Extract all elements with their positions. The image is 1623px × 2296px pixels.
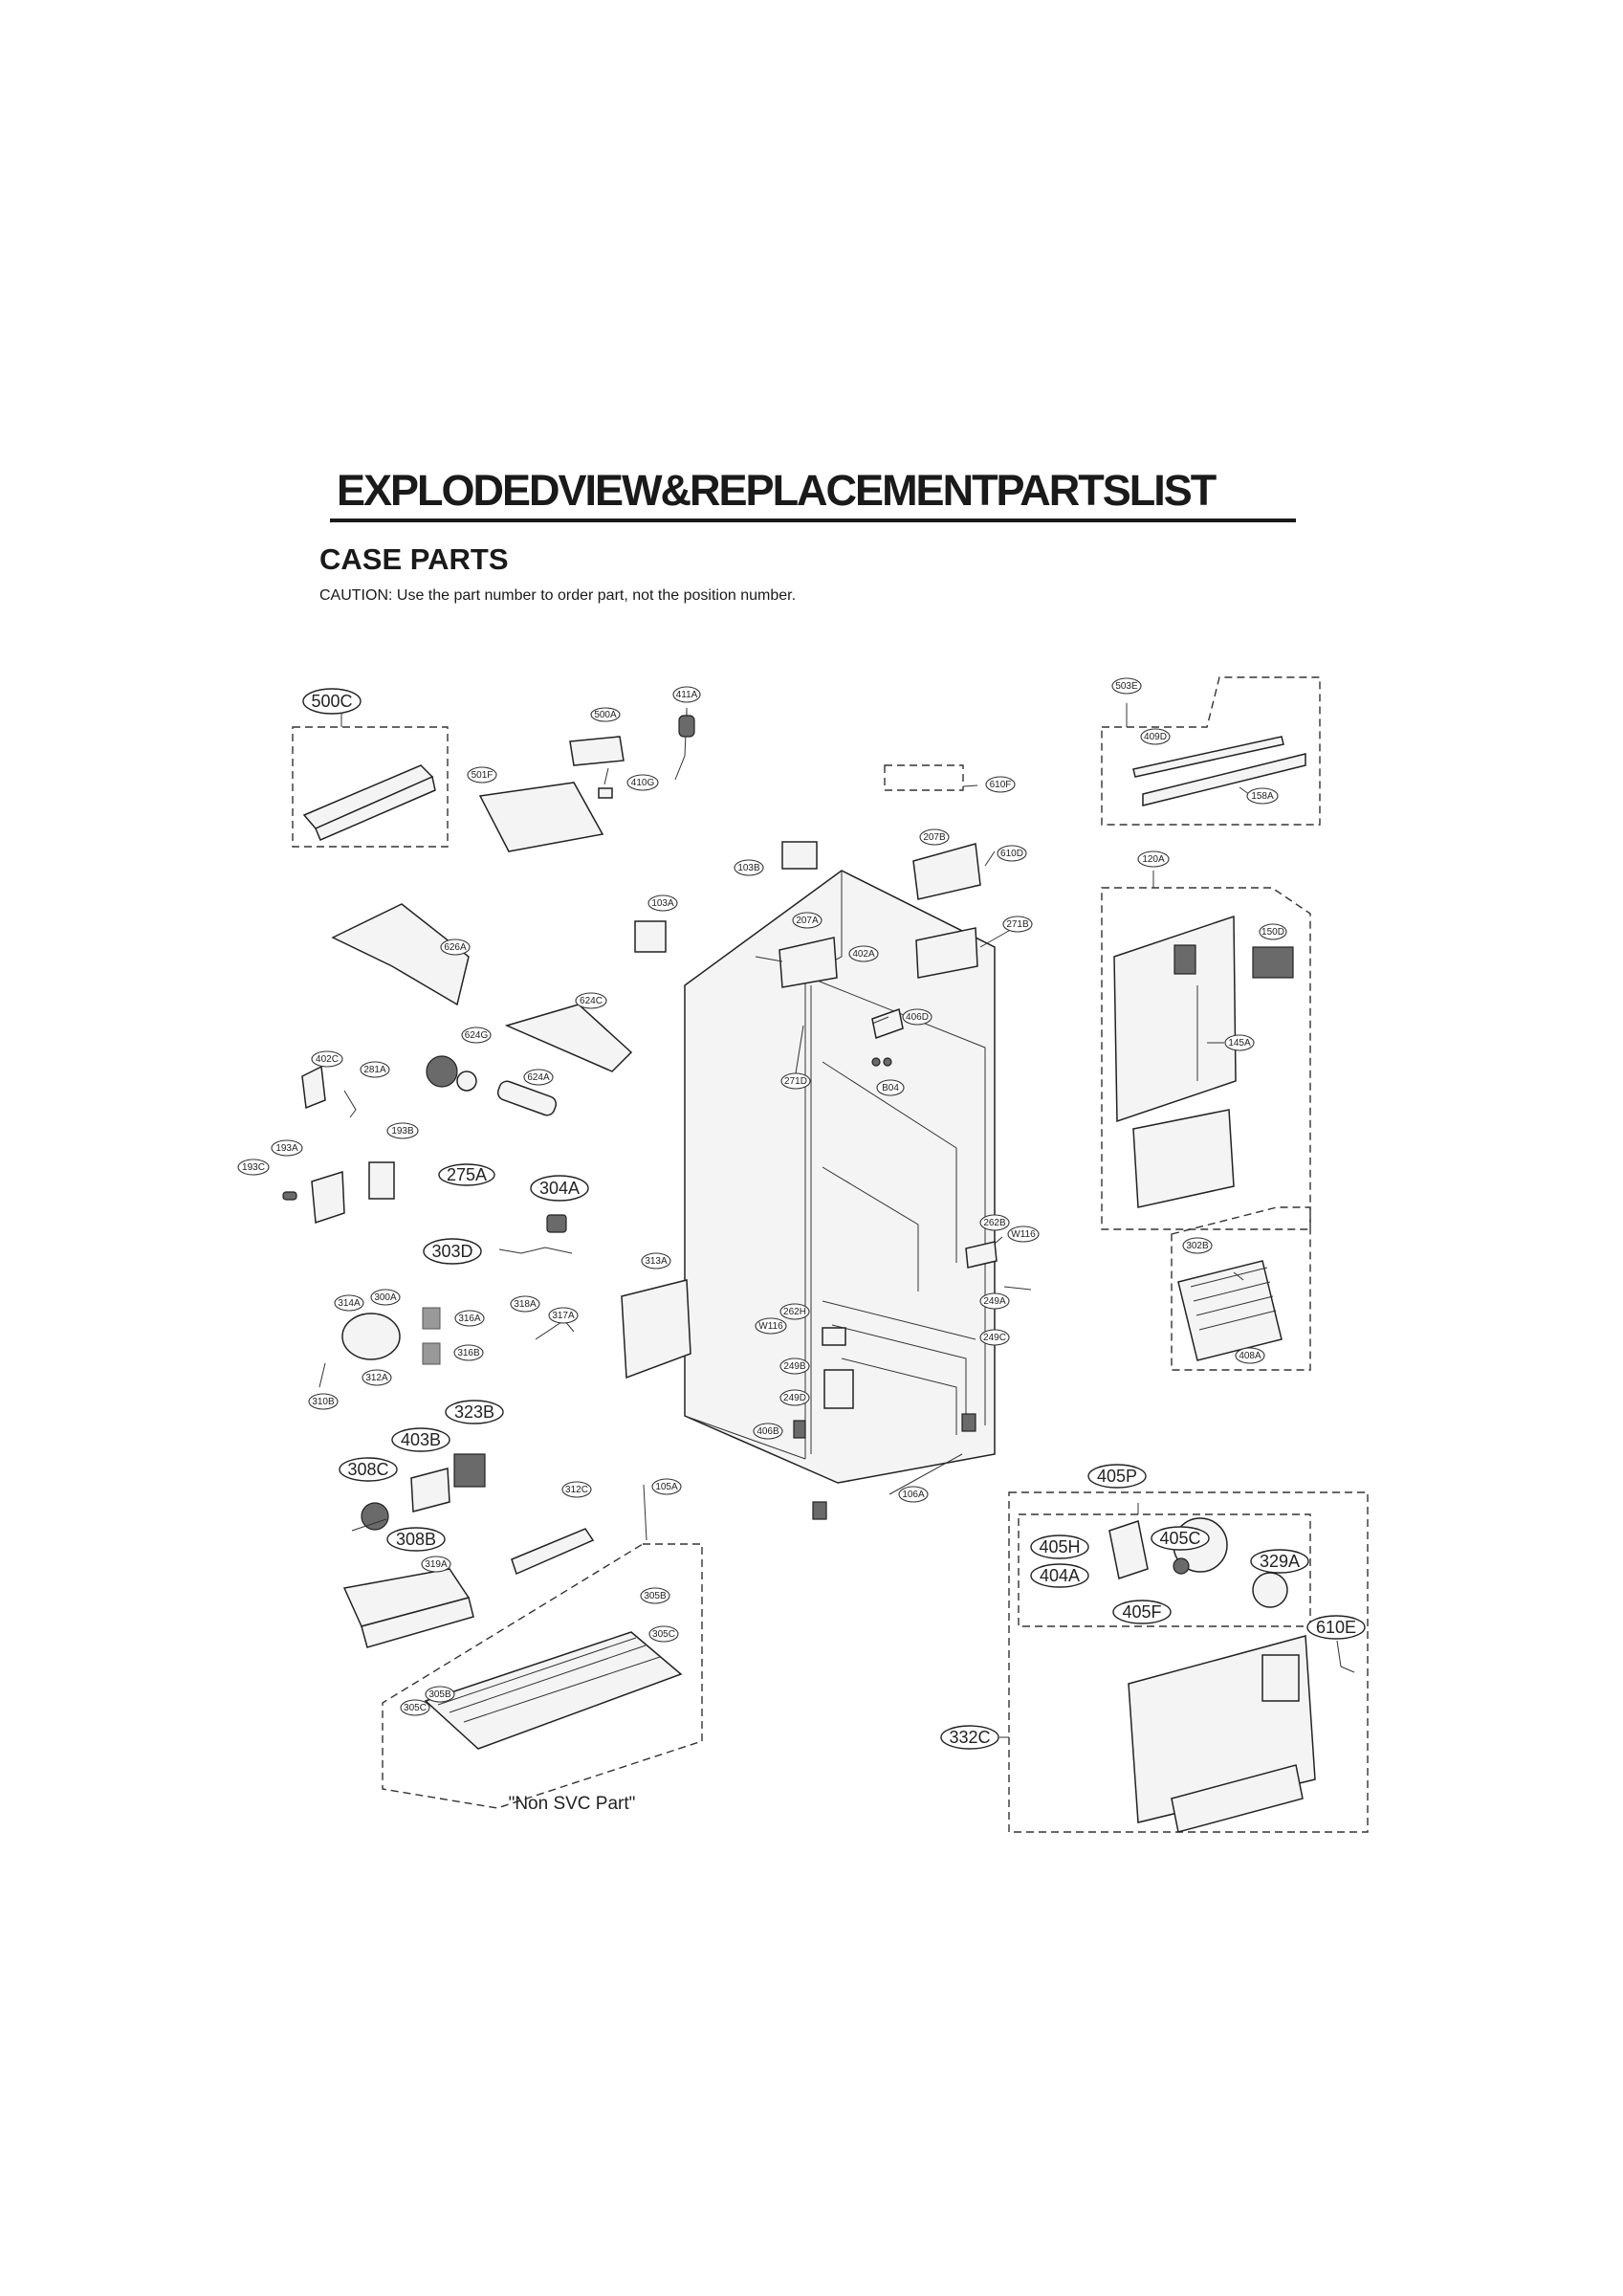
svg-text:610D: 610D bbox=[1000, 849, 1023, 859]
label-610f bbox=[986, 777, 1015, 792]
label-313a bbox=[642, 1253, 670, 1269]
part-409d-strip bbox=[1133, 737, 1305, 806]
svg-text:313A: 313A bbox=[645, 1256, 668, 1267]
svg-text:403B: 403B bbox=[400, 1430, 442, 1449]
label-408a bbox=[1236, 1348, 1264, 1363]
svg-text:249C: 249C bbox=[983, 1333, 1006, 1343]
svg-text:406B: 406B bbox=[757, 1426, 779, 1437]
label-308c bbox=[340, 1458, 397, 1481]
svg-text:610E: 610E bbox=[1315, 1618, 1357, 1637]
part-304a-relay bbox=[547, 1215, 566, 1232]
part-316b-sticker bbox=[423, 1343, 440, 1364]
part-500c-bracket bbox=[304, 765, 435, 840]
label-501f bbox=[468, 767, 496, 783]
svg-text:409D: 409D bbox=[1144, 732, 1167, 742]
label-310b bbox=[309, 1394, 338, 1409]
svg-text:410G: 410G bbox=[630, 778, 655, 788]
svg-text:103A: 103A bbox=[651, 898, 674, 909]
part-120a-panel bbox=[1114, 916, 1236, 1207]
label-624a bbox=[524, 1070, 553, 1085]
label-207a bbox=[793, 913, 822, 928]
label-405f bbox=[1113, 1601, 1171, 1623]
svg-text:308C: 308C bbox=[347, 1460, 389, 1479]
svg-text:300A: 300A bbox=[374, 1292, 397, 1303]
label-262b bbox=[980, 1215, 1009, 1230]
svg-text:145A: 145A bbox=[1228, 1038, 1251, 1049]
caution-note: CAUTION: Use the part number to order part, not the position number. bbox=[319, 587, 797, 604]
svg-text:B04: B04 bbox=[882, 1083, 899, 1093]
svg-text:193A: 193A bbox=[275, 1143, 298, 1154]
label-304a bbox=[531, 1176, 588, 1201]
part-193c-lamp bbox=[283, 1192, 296, 1200]
label-275a bbox=[439, 1164, 494, 1185]
part-316a-sticker bbox=[423, 1308, 440, 1329]
label-316a bbox=[455, 1311, 484, 1326]
svg-text:207B: 207B bbox=[923, 832, 946, 843]
label-610e bbox=[1307, 1616, 1365, 1639]
svg-text:402A: 402A bbox=[852, 949, 875, 960]
svg-text:150D: 150D bbox=[1261, 927, 1284, 938]
label-308b bbox=[387, 1528, 445, 1551]
page-title: EXPLODEDVIEW&REPLACEMENTPARTSLIST bbox=[337, 466, 1216, 515]
part-410g-pin bbox=[599, 788, 612, 798]
label-106a bbox=[899, 1487, 928, 1502]
svg-text:249B: 249B bbox=[783, 1361, 806, 1372]
svg-text:281A: 281A bbox=[363, 1065, 386, 1075]
label-271b bbox=[1003, 916, 1032, 932]
svg-text:158A: 158A bbox=[1251, 791, 1274, 802]
part-300a-compressor bbox=[342, 1314, 400, 1359]
label-405h bbox=[1031, 1535, 1088, 1558]
part-150d-plate bbox=[1253, 947, 1293, 978]
svg-text:193B: 193B bbox=[391, 1126, 414, 1137]
part-207b-hinge bbox=[913, 844, 980, 899]
svg-text:317A: 317A bbox=[552, 1311, 575, 1321]
label-332c bbox=[941, 1726, 998, 1749]
svg-text:W116: W116 bbox=[758, 1321, 783, 1332]
part-329a-fan bbox=[1253, 1573, 1287, 1607]
label-120a bbox=[1138, 851, 1169, 867]
svg-text:304A: 304A bbox=[538, 1179, 581, 1198]
svg-text:312A: 312A bbox=[365, 1373, 388, 1383]
part-610e-wire bbox=[1337, 1641, 1354, 1672]
svg-text:305B: 305B bbox=[428, 1689, 451, 1700]
label-406b bbox=[754, 1424, 782, 1439]
label-323b bbox=[446, 1401, 503, 1424]
part-103b-cover bbox=[782, 842, 817, 869]
label-249b bbox=[780, 1358, 809, 1374]
svg-text:405P: 405P bbox=[1096, 1467, 1138, 1486]
svg-text:271B: 271B bbox=[1006, 919, 1029, 930]
svg-text:316B: 316B bbox=[457, 1348, 480, 1358]
part-302b-evaporator bbox=[1178, 1261, 1282, 1360]
svg-text:405H: 405H bbox=[1039, 1537, 1081, 1556]
svg-text:302B: 302B bbox=[1186, 1241, 1209, 1251]
svg-text:404A: 404A bbox=[1039, 1566, 1081, 1585]
label-150d bbox=[1260, 924, 1286, 939]
label-404a bbox=[1031, 1564, 1088, 1587]
label-403b bbox=[392, 1428, 450, 1451]
svg-text:271D: 271D bbox=[784, 1076, 807, 1087]
section-title: CASE PARTS bbox=[319, 542, 509, 576]
svg-text:318A: 318A bbox=[514, 1299, 537, 1310]
part-193b-cover bbox=[369, 1162, 394, 1199]
label-626a bbox=[441, 939, 470, 955]
svg-text:249A: 249A bbox=[983, 1296, 1006, 1307]
part-193a-cover bbox=[312, 1172, 344, 1223]
label-b04 bbox=[877, 1080, 904, 1095]
svg-text:314A: 314A bbox=[338, 1298, 361, 1309]
label-410g bbox=[627, 775, 658, 790]
label-271d bbox=[781, 1073, 810, 1089]
svg-text:310B: 310B bbox=[312, 1397, 335, 1407]
label-317a bbox=[549, 1308, 578, 1323]
svg-text:316A: 316A bbox=[458, 1314, 481, 1324]
svg-text:249D: 249D bbox=[783, 1393, 806, 1403]
svg-text:500A: 500A bbox=[594, 710, 617, 720]
svg-text:405F: 405F bbox=[1122, 1602, 1162, 1622]
label-318a bbox=[511, 1296, 539, 1312]
label-303d bbox=[424, 1239, 481, 1264]
part-624c-duct bbox=[507, 1004, 631, 1071]
label-319a bbox=[422, 1556, 450, 1572]
label-316b bbox=[454, 1345, 483, 1360]
label-193a bbox=[272, 1140, 302, 1156]
svg-text:303D: 303D bbox=[431, 1242, 473, 1261]
part-313a-cover bbox=[622, 1280, 691, 1378]
label-405p bbox=[1088, 1465, 1146, 1488]
svg-text:323B: 323B bbox=[453, 1402, 495, 1422]
label-281a bbox=[361, 1062, 389, 1077]
svg-text:411A: 411A bbox=[675, 690, 698, 700]
svg-text:W116: W116 bbox=[1011, 1229, 1036, 1240]
svg-text:305C: 305C bbox=[652, 1629, 675, 1640]
svg-text:207A: 207A bbox=[796, 916, 819, 926]
label-500c bbox=[303, 689, 361, 714]
svg-text:305C: 305C bbox=[404, 1703, 427, 1713]
part-501f-tray bbox=[480, 783, 603, 851]
svg-text:624C: 624C bbox=[580, 996, 603, 1006]
svg-text:275A: 275A bbox=[446, 1165, 488, 1184]
svg-text:408A: 408A bbox=[1239, 1351, 1261, 1361]
svg-text:624G: 624G bbox=[464, 1030, 489, 1041]
part-624a-heater bbox=[495, 1079, 558, 1117]
label-402a bbox=[849, 946, 878, 961]
label-624c bbox=[576, 993, 606, 1008]
label-249c bbox=[980, 1330, 1009, 1345]
part-624g-motor bbox=[427, 1056, 476, 1091]
label-402c bbox=[312, 1051, 342, 1067]
svg-text:262B: 262B bbox=[983, 1218, 1006, 1228]
svg-text:105A: 105A bbox=[655, 1482, 678, 1492]
label-249d bbox=[780, 1390, 809, 1405]
svg-text:626A: 626A bbox=[444, 942, 467, 953]
label-w116-left bbox=[756, 1318, 786, 1334]
svg-text:500C: 500C bbox=[311, 692, 353, 711]
part-402c-switch bbox=[302, 1067, 325, 1108]
svg-text:406D: 406D bbox=[906, 1012, 929, 1023]
part-303d-cord bbox=[499, 1247, 572, 1253]
label-193c bbox=[238, 1159, 269, 1175]
label-312a bbox=[362, 1370, 391, 1385]
svg-text:120A: 120A bbox=[1142, 854, 1165, 865]
label-105a bbox=[652, 1479, 681, 1494]
svg-text:610F: 610F bbox=[989, 780, 1012, 790]
label-158a bbox=[1247, 788, 1278, 804]
label-193b bbox=[387, 1123, 418, 1138]
svg-text:501F: 501F bbox=[471, 770, 493, 781]
svg-text:193C: 193C bbox=[242, 1162, 265, 1173]
label-249a bbox=[980, 1293, 1009, 1309]
label-314a bbox=[335, 1295, 363, 1311]
svg-text:332C: 332C bbox=[949, 1728, 991, 1747]
label-145a bbox=[1225, 1035, 1254, 1050]
label-405c bbox=[1151, 1527, 1209, 1550]
label-409d bbox=[1141, 729, 1170, 744]
group-box-610f bbox=[885, 765, 963, 790]
part-332c-shroud bbox=[1129, 1636, 1315, 1832]
part-403b-bracket bbox=[411, 1468, 450, 1512]
svg-text:103B: 103B bbox=[737, 863, 760, 873]
label-207b-top bbox=[920, 829, 949, 845]
label-300a bbox=[371, 1290, 400, 1305]
label-503e bbox=[1112, 678, 1141, 694]
label-262h bbox=[780, 1304, 809, 1319]
label-610d bbox=[998, 846, 1026, 861]
svg-text:402C: 402C bbox=[316, 1054, 339, 1065]
svg-text:312C: 312C bbox=[565, 1485, 588, 1495]
label-305b-bottom bbox=[426, 1687, 454, 1702]
label-305c-top bbox=[649, 1626, 678, 1642]
part-411a-cord bbox=[675, 710, 694, 780]
label-624g bbox=[462, 1027, 491, 1043]
part-281a-clip bbox=[344, 1091, 356, 1117]
label-406d bbox=[903, 1009, 932, 1025]
part-105a-tube bbox=[644, 1485, 647, 1540]
svg-text:262H: 262H bbox=[783, 1307, 806, 1317]
label-329a bbox=[1251, 1550, 1308, 1573]
svg-text:405C: 405C bbox=[1159, 1529, 1201, 1548]
label-305b-top bbox=[641, 1588, 669, 1603]
label-500a bbox=[591, 708, 620, 721]
part-323b-fan bbox=[454, 1454, 485, 1487]
label-103a bbox=[648, 895, 677, 911]
group-box-503e bbox=[1102, 677, 1320, 825]
part-non-svc-base bbox=[426, 1632, 681, 1749]
label-411a bbox=[673, 687, 700, 702]
svg-text:329A: 329A bbox=[1259, 1552, 1301, 1571]
label-103b bbox=[735, 860, 763, 875]
svg-text:305B: 305B bbox=[644, 1591, 667, 1601]
label-302b bbox=[1183, 1238, 1212, 1253]
label-312c bbox=[562, 1482, 591, 1497]
note-non-svc-part: "Non SVC Part" bbox=[508, 1794, 636, 1814]
svg-text:308B: 308B bbox=[395, 1530, 437, 1549]
svg-text:624A: 624A bbox=[527, 1072, 550, 1083]
part-310b-pipe bbox=[319, 1363, 325, 1387]
svg-text:503E: 503E bbox=[1115, 681, 1138, 692]
svg-text:106A: 106A bbox=[902, 1490, 925, 1500]
svg-text:319A: 319A bbox=[425, 1559, 448, 1570]
part-103a-cover bbox=[635, 921, 666, 952]
part-319a-tray bbox=[344, 1569, 473, 1647]
label-w116-right bbox=[1008, 1226, 1039, 1242]
part-500a-board bbox=[570, 737, 624, 765]
label-305c-bottom bbox=[401, 1700, 429, 1715]
part-312c-duct bbox=[512, 1529, 593, 1574]
